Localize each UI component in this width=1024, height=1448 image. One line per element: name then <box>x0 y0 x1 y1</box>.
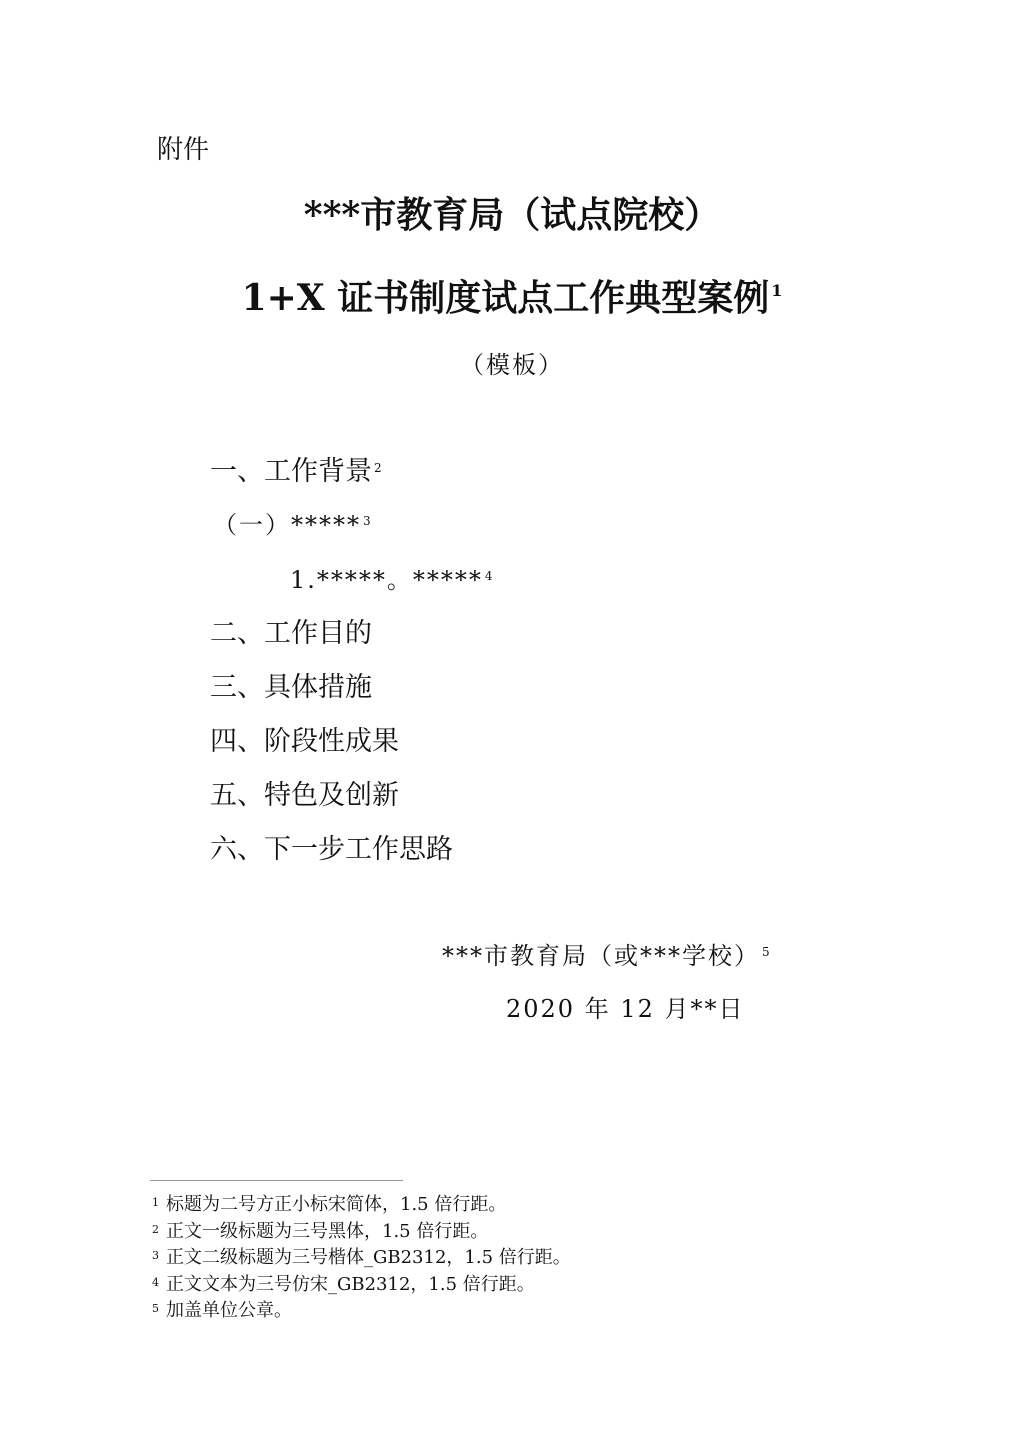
section-heading-next-steps: 六、下一步工作思路 <box>210 834 453 865</box>
signature-organization <box>442 944 770 968</box>
footnote <box>152 1245 571 1272</box>
footnote-ref-3: 3 <box>363 514 371 528</box>
attachment-label: 附件 <box>157 135 210 165</box>
footnote-separator <box>150 1180 403 1181</box>
footnote-number: 1 <box>152 1196 159 1209</box>
footnote-ref-4: 4 <box>484 569 493 583</box>
body-item-text: 1.*****。***** <box>290 566 483 594</box>
footnote-number: 5 <box>152 1302 159 1315</box>
signature-org-text: ***市教育局（或***学校） <box>442 942 760 970</box>
footnote-ref-1: 1 <box>771 281 783 300</box>
section-heading-innovation: 五、特色及创新 <box>210 780 399 811</box>
signature-date: 2020 年 12 月**日 <box>506 995 745 1023</box>
body-item <box>290 568 493 592</box>
footnote-text: 正文文本为三号仿宋_GB2312，1.5 倍行距。 <box>166 1273 535 1295</box>
document-subtitle: （模板） <box>460 351 564 379</box>
title-line2-text: 1+X 证书制度试点工作典型案例 <box>241 277 770 319</box>
section-heading-results: 四、阶段性成果 <box>210 726 399 757</box>
footnote <box>152 1219 571 1246</box>
footnote <box>152 1272 571 1299</box>
footnote-text: 正文二级标题为三号楷体_GB2312，1.5 倍行距。 <box>166 1247 571 1268</box>
footnote-text: 正文一级标题为三号黑体，1.5 倍行距。 <box>166 1220 489 1242</box>
footnote-number: 2 <box>152 1222 159 1236</box>
footnote-text: 标题为二号方正小标宋简体，1.5 倍行距。 <box>166 1194 507 1215</box>
footnote <box>152 1192 571 1219</box>
section-heading-purpose: 二、工作目的 <box>210 618 372 649</box>
footnote <box>152 1298 571 1325</box>
subsection-heading-text: （一）***** <box>213 511 361 539</box>
document-title-line1: ***市教育局（试点院校） <box>303 194 721 236</box>
footnote-ref-2: 2 <box>374 461 382 475</box>
subsection-heading <box>213 513 371 537</box>
section-heading-text: 一、工作背景 <box>210 456 372 487</box>
section-heading-measures: 三、具体措施 <box>210 672 372 703</box>
footnote-number: 3 <box>152 1249 159 1262</box>
document-title-line2 <box>0 277 1024 319</box>
section-heading-background <box>210 458 382 485</box>
footnote-ref-5: 5 <box>762 945 770 959</box>
footnote-text: 加盖单位公章。 <box>166 1300 292 1321</box>
footnote-number: 4 <box>152 1275 159 1289</box>
footnotes <box>152 1192 571 1325</box>
